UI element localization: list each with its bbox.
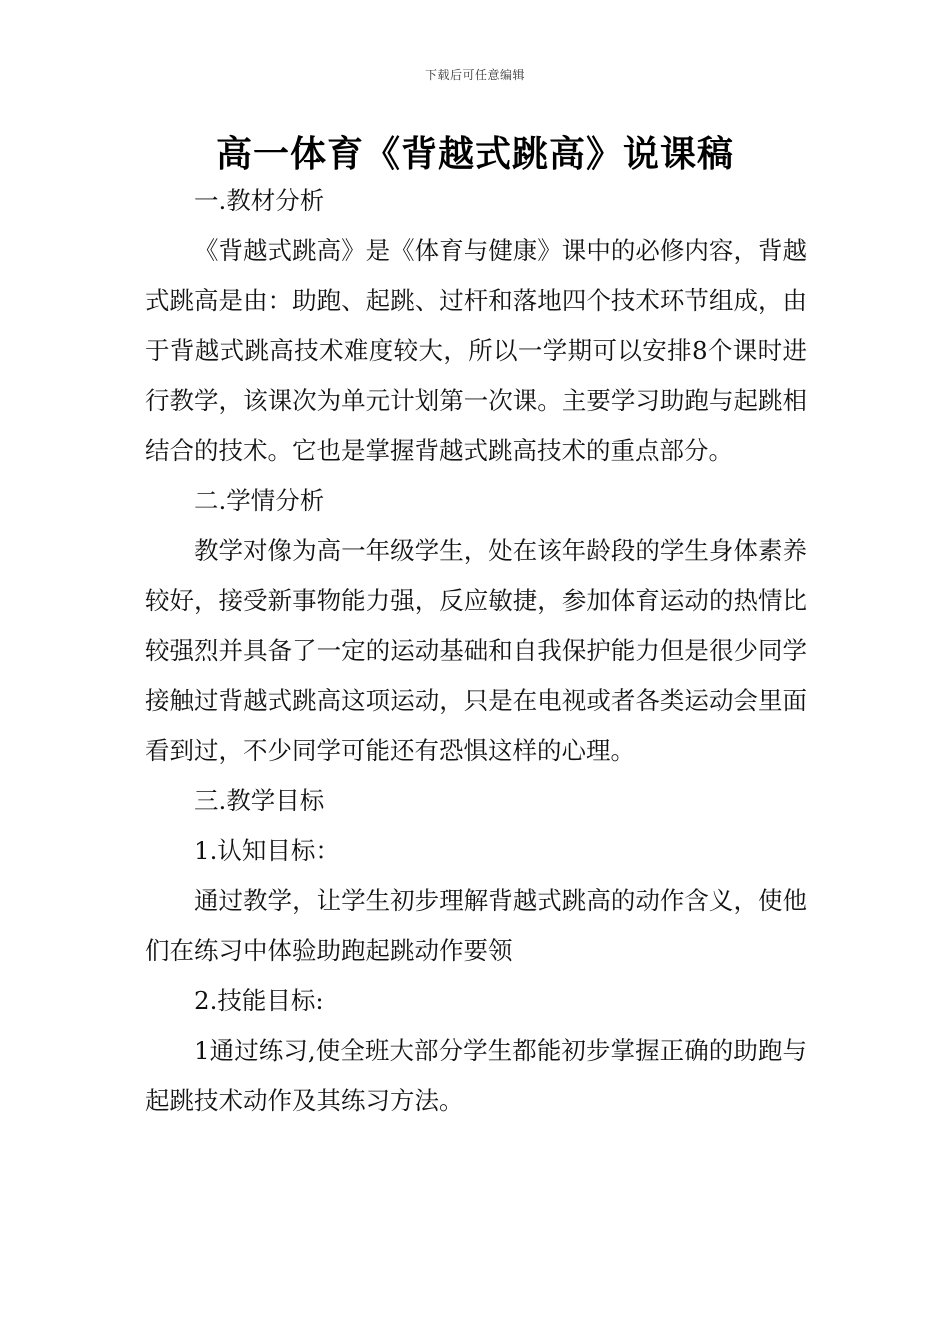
document-body <box>145 176 807 1126</box>
subheading-cognitive-goal: 1.认知目标： <box>194 836 340 865</box>
document-title: 高一体育《背越式跳高》说课稿 <box>215 134 734 175</box>
section-heading-student-analysis: 二.学情分析 <box>194 486 325 515</box>
section-heading-teaching-goals: 三.教学目标 <box>194 786 325 815</box>
section-heading-textbook-analysis: 一.教材分析 <box>194 186 325 215</box>
paragraph-skill-goal: 1通过练习,使全班大部分学生都能初步掌握正确的助跑与起跳技术动作及其练习方法。 <box>145 1036 807 1115</box>
subheading-skill-goal: 2.技能目标: <box>194 986 324 1015</box>
paragraph-textbook-analysis: 《背越式跳高》是《体育与健康》课中的必修内容，背越式跳高是由：助跑、起跳、过杆和落地四个技术环节组成，由于背越式跳高技术难度较大，所以一学期可以安排8个课时进行教学，该课次为单元计划第一次课。主要学习助跑与起跳相结合的技术。它也是掌握背越式跳高技术的重点部分。 <box>145 236 807 465</box>
header-note: 下载后可任意编辑 <box>424 68 525 82</box>
paragraph-student-analysis: 教学对像为高一年级学生，处在该年龄段的学生身体素养较好，接受新事物能力强，反应敏捷，参加体育运动的热情比较强烈并具备了一定的运动基础和自我保护能力但是很少同学接触过背越式跳高这项运动，只是在电视或者各类运动会里面看到过，不少同学可能还有恐惧这样的心理。 <box>145 536 807 765</box>
paragraph-cognitive-goal: 通过教学，让学生初步理解背越式跳高的动作含义，使他们在练习中体验助跑起跳动作要领 <box>145 886 807 965</box>
